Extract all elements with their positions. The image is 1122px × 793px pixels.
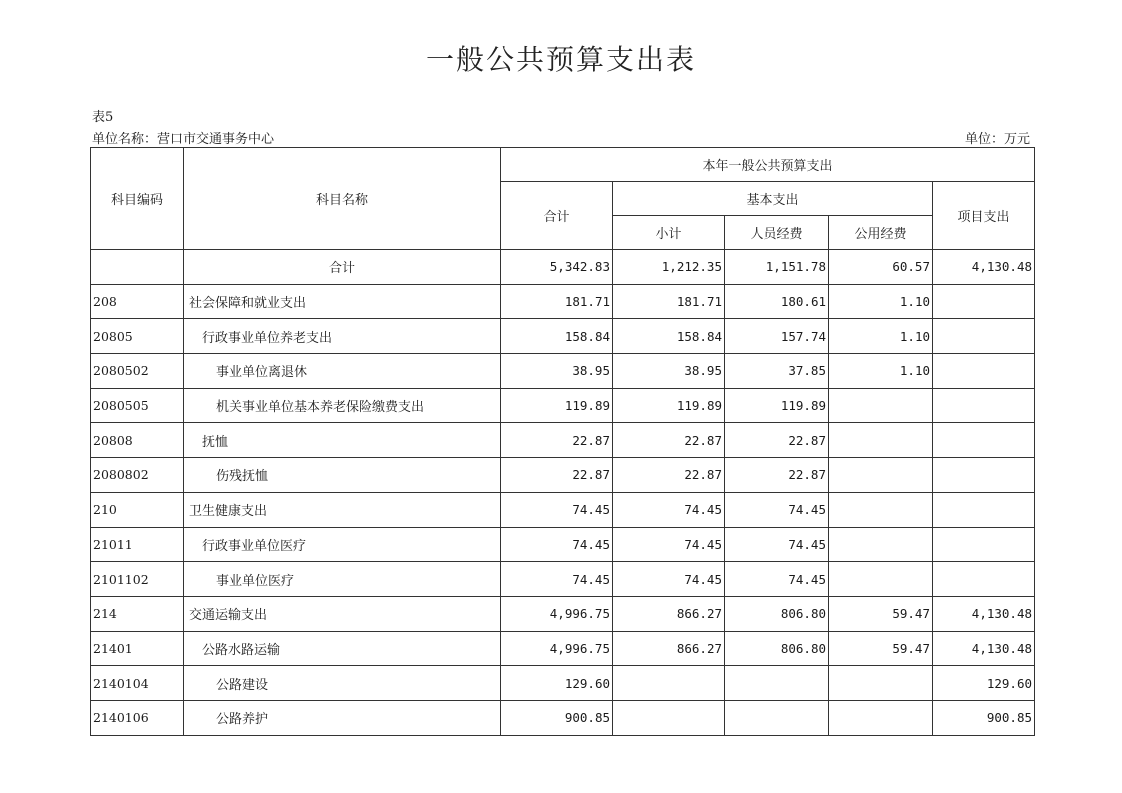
row-name-cell xyxy=(184,492,501,527)
row-public: 1.10 xyxy=(829,354,933,389)
row-subtotal xyxy=(613,666,725,701)
table-row xyxy=(91,354,1035,389)
row-code: 21401 xyxy=(91,631,184,666)
row-project xyxy=(933,527,1035,562)
row-public xyxy=(829,423,933,458)
row-name: 公路建设 xyxy=(216,677,269,693)
row-name-cell xyxy=(184,596,501,631)
table-row xyxy=(91,284,1035,319)
row-name: 行政事业单位医疗 xyxy=(202,538,307,554)
total-row xyxy=(91,250,1035,285)
row-personnel: 157.74 xyxy=(725,319,829,354)
row-total: 4,996.75 xyxy=(501,596,613,631)
row-project xyxy=(933,492,1035,527)
table-row xyxy=(91,596,1035,631)
total-subtotal: 1,212.35 xyxy=(613,250,725,285)
row-name: 事业单位医疗 xyxy=(216,573,295,589)
row-name-cell xyxy=(184,458,501,493)
row-project xyxy=(933,284,1035,319)
row-subtotal: 181.71 xyxy=(613,284,725,319)
row-total: 74.45 xyxy=(501,562,613,597)
row-personnel: 74.45 xyxy=(725,527,829,562)
header-group: 本年一般公共预算支出 xyxy=(501,148,1035,182)
total-project: 4,130.48 xyxy=(933,250,1035,285)
row-project: 4,130.48 xyxy=(933,631,1035,666)
row-total: 4,996.75 xyxy=(501,631,613,666)
row-name-cell xyxy=(184,562,501,597)
row-total: 129.60 xyxy=(501,666,613,701)
row-total: 38.95 xyxy=(501,354,613,389)
row-code: 21011 xyxy=(91,527,184,562)
row-project xyxy=(933,562,1035,597)
header-name: 科目名称 xyxy=(184,148,501,250)
row-code: 2140104 xyxy=(91,666,184,701)
row-public xyxy=(829,527,933,562)
row-name-cell xyxy=(184,388,501,423)
row-name: 伤残抚恤 xyxy=(216,469,269,485)
row-name: 行政事业单位养老支出 xyxy=(202,330,333,346)
row-project xyxy=(933,423,1035,458)
row-name: 机关事业单位基本养老保险缴费支出 xyxy=(216,400,425,416)
total-personnel: 1,151.78 xyxy=(725,250,829,285)
row-personnel: 22.87 xyxy=(725,458,829,493)
row-project xyxy=(933,354,1035,389)
header-total: 合计 xyxy=(501,182,613,250)
row-subtotal: 74.45 xyxy=(613,562,725,597)
row-subtotal: 22.87 xyxy=(613,458,725,493)
row-public xyxy=(829,666,933,701)
row-total: 22.87 xyxy=(501,458,613,493)
table-row xyxy=(91,423,1035,458)
table-row xyxy=(91,527,1035,562)
row-name: 公路养护 xyxy=(216,712,269,728)
row-personnel: 22.87 xyxy=(725,423,829,458)
table-row xyxy=(91,319,1035,354)
row-total: 74.45 xyxy=(501,527,613,562)
row-project: 4,130.48 xyxy=(933,596,1035,631)
table-row xyxy=(91,700,1035,735)
row-personnel: 806.80 xyxy=(725,631,829,666)
table-row xyxy=(91,492,1035,527)
row-name-cell xyxy=(184,319,501,354)
total-label: 合计 xyxy=(184,250,501,285)
row-project xyxy=(933,319,1035,354)
row-subtotal: 74.45 xyxy=(613,492,725,527)
header-project: 项目支出 xyxy=(933,182,1035,250)
row-subtotal: 22.87 xyxy=(613,423,725,458)
row-name-cell xyxy=(184,700,501,735)
row-name: 卫生健康支出 xyxy=(189,504,268,520)
header-personnel: 人员经费 xyxy=(725,216,829,250)
row-personnel: 74.45 xyxy=(725,562,829,597)
row-name-cell xyxy=(184,423,501,458)
table-row xyxy=(91,666,1035,701)
header-code: 科目编码 xyxy=(91,148,184,250)
row-name: 抚恤 xyxy=(202,434,229,450)
row-personnel: 119.89 xyxy=(725,388,829,423)
row-subtotal: 866.27 xyxy=(613,631,725,666)
header-basic: 基本支出 xyxy=(613,182,933,216)
budget-expenditure-table xyxy=(90,147,1035,736)
row-subtotal: 866.27 xyxy=(613,596,725,631)
row-personnel xyxy=(725,666,829,701)
header-subtotal: 小计 xyxy=(613,216,725,250)
row-personnel: 37.85 xyxy=(725,354,829,389)
row-subtotal: 38.95 xyxy=(613,354,725,389)
total-code-cell xyxy=(91,250,184,285)
row-project: 900.85 xyxy=(933,700,1035,735)
row-total: 900.85 xyxy=(501,700,613,735)
row-public xyxy=(829,562,933,597)
row-name: 公路水路运输 xyxy=(202,642,281,658)
row-code: 2080802 xyxy=(91,458,184,493)
row-code: 2101102 xyxy=(91,562,184,597)
currency-unit: 单位：万元 xyxy=(964,132,1030,147)
row-total: 22.87 xyxy=(501,423,613,458)
row-subtotal: 119.89 xyxy=(613,388,725,423)
row-code: 2080502 xyxy=(91,354,184,389)
table-row xyxy=(91,562,1035,597)
table-row xyxy=(91,388,1035,423)
row-total: 119.89 xyxy=(501,388,613,423)
row-code: 20805 xyxy=(91,319,184,354)
row-name-cell xyxy=(184,284,501,319)
row-code: 2080505 xyxy=(91,388,184,423)
row-total: 181.71 xyxy=(501,284,613,319)
row-personnel xyxy=(725,700,829,735)
row-name: 社会保障和就业支出 xyxy=(189,296,307,312)
row-code: 210 xyxy=(91,492,184,527)
row-public: 1.10 xyxy=(829,284,933,319)
row-personnel: 180.61 xyxy=(725,284,829,319)
header-public: 公用经费 xyxy=(829,216,933,250)
table-row xyxy=(91,631,1035,666)
row-project xyxy=(933,388,1035,423)
row-code: 208 xyxy=(91,284,184,319)
unit-name: 单位名称：营口市交通事务中心 xyxy=(92,132,275,147)
total-public: 60.57 xyxy=(829,250,933,285)
row-public xyxy=(829,700,933,735)
row-personnel: 806.80 xyxy=(725,596,829,631)
row-public: 59.47 xyxy=(829,596,933,631)
row-public xyxy=(829,388,933,423)
row-name-cell xyxy=(184,527,501,562)
row-public xyxy=(829,458,933,493)
row-code: 20808 xyxy=(91,423,184,458)
row-name-cell xyxy=(184,631,501,666)
row-project xyxy=(933,458,1035,493)
row-code: 214 xyxy=(91,596,184,631)
table-number: 表5 xyxy=(92,110,114,125)
row-personnel: 74.45 xyxy=(725,492,829,527)
row-subtotal: 158.84 xyxy=(613,319,725,354)
page-title: 一般公共预算支出表 xyxy=(425,43,696,76)
row-name-cell xyxy=(184,354,501,389)
table-row xyxy=(91,458,1035,493)
total-total: 5,342.83 xyxy=(501,250,613,285)
row-public: 59.47 xyxy=(829,631,933,666)
row-name: 交通运输支出 xyxy=(189,608,268,624)
row-project: 129.60 xyxy=(933,666,1035,701)
row-subtotal: 74.45 xyxy=(613,527,725,562)
row-public: 1.10 xyxy=(829,319,933,354)
row-name-cell xyxy=(184,666,501,701)
row-subtotal xyxy=(613,700,725,735)
row-total: 158.84 xyxy=(501,319,613,354)
row-name: 事业单位离退休 xyxy=(216,365,308,381)
row-total: 74.45 xyxy=(501,492,613,527)
row-code: 2140106 xyxy=(91,700,184,735)
row-public xyxy=(829,492,933,527)
